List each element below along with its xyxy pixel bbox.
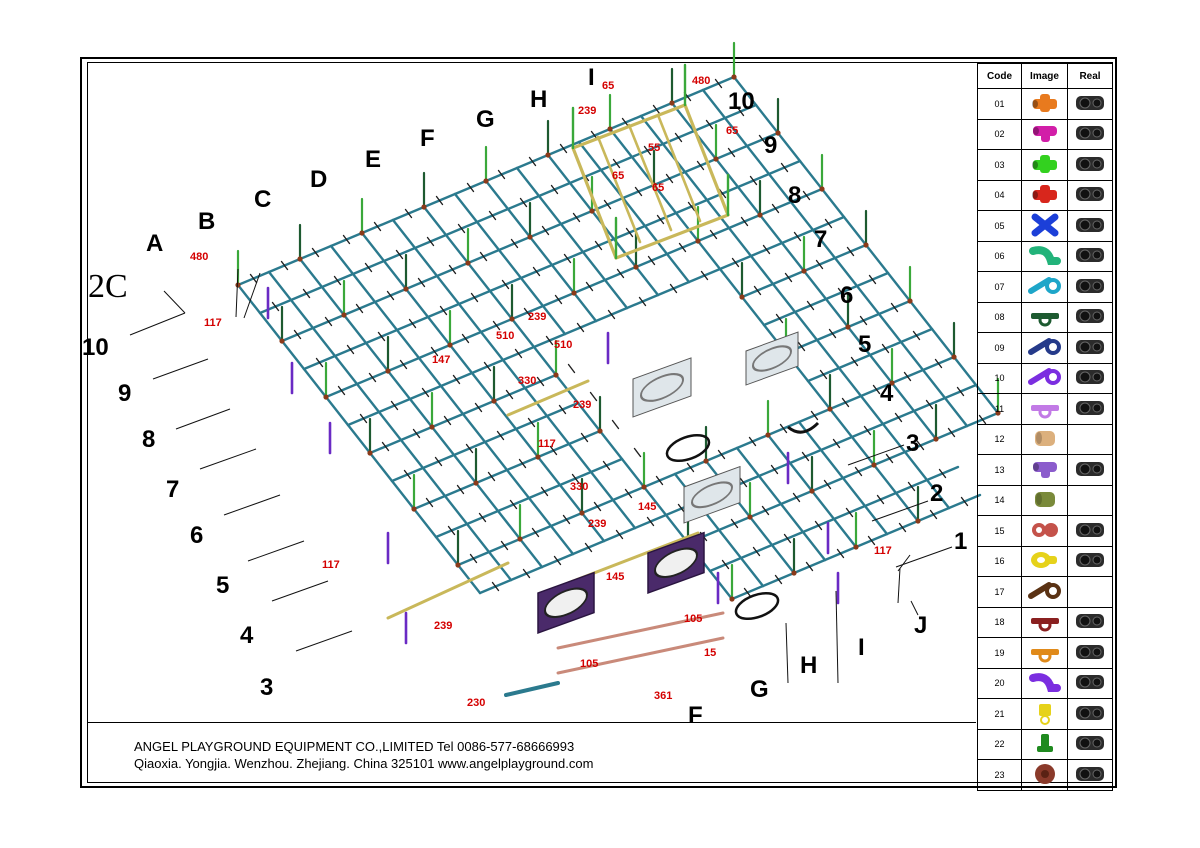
dimension-label: 65 (612, 170, 625, 182)
bracket-icon (1027, 731, 1063, 755)
swivel-fitting-icon (1027, 548, 1063, 572)
column-label-top: E (365, 146, 382, 173)
row-label-right: 9 (764, 132, 778, 159)
row-label-right: 10 (728, 88, 755, 115)
legend-real-cell (1068, 150, 1113, 181)
legend-row (978, 760, 1113, 791)
dimension-label: 55 (648, 142, 661, 154)
legend-image-cell (1022, 119, 1068, 150)
legend-code: 12 (978, 424, 1022, 455)
legend-real-cell (1068, 638, 1113, 669)
legend-row (978, 668, 1113, 699)
legend-code: 11 (978, 394, 1022, 425)
legend-row (978, 89, 1113, 120)
real-photo-icon (1071, 762, 1109, 786)
legend-code: 14 (978, 485, 1022, 516)
row-label-right: 1 (954, 528, 968, 555)
legend-real-cell (1068, 485, 1113, 516)
row-label-right: 2 (930, 480, 944, 507)
dimension-label: 330 (570, 481, 589, 493)
legend-code: 06 (978, 241, 1022, 272)
double-clamp-icon (1027, 518, 1063, 542)
legend-real-cell (1068, 241, 1113, 272)
legend-image-cell (1022, 546, 1068, 577)
legend-real-cell (1068, 424, 1113, 455)
dimension-label: 65 (602, 80, 615, 92)
dimension-label: 510 (554, 339, 573, 351)
real-photo-icon (1071, 396, 1109, 420)
legend-row (978, 729, 1113, 760)
legend-code: 02 (978, 119, 1022, 150)
row-label-right: 8 (788, 182, 802, 209)
clamp-icon (1027, 274, 1063, 298)
real-photo-icon (1071, 670, 1109, 694)
legend-row (978, 699, 1113, 730)
fitting-legend (977, 63, 1112, 783)
sheet-number-label: 2C (88, 268, 128, 305)
real-photo-icon (1071, 609, 1109, 633)
legend-real-cell (1068, 516, 1113, 547)
row-label-right: 7 (814, 226, 828, 253)
legend-row (978, 302, 1113, 333)
assembly-drawing (82, 63, 976, 729)
column-label-top: B (198, 208, 216, 235)
legend-image-cell (1022, 333, 1068, 364)
legend-code: 03 (978, 150, 1022, 181)
row-label-left: 7 (166, 476, 180, 503)
legend-code: 04 (978, 180, 1022, 211)
legend-row (978, 516, 1113, 547)
flat-clamp-icon (1027, 609, 1063, 633)
cross-fitting-icon (1027, 91, 1063, 115)
legend-image-cell (1022, 272, 1068, 303)
dimension-label: 65 (726, 125, 739, 137)
legend-real-cell (1068, 760, 1113, 791)
dimension-label: 65 (652, 182, 665, 194)
column-label-top: H (530, 86, 548, 113)
row-label-right: 3 (906, 430, 920, 457)
title-block (88, 722, 976, 783)
dimension-label: 147 (432, 354, 451, 366)
legend-row (978, 455, 1113, 486)
dimension-label: 15 (704, 647, 717, 659)
dimension-label: 330 (518, 375, 537, 387)
row-label-left: 6 (190, 522, 204, 549)
legend-row (978, 180, 1113, 211)
tee-fitting-icon (1027, 457, 1063, 481)
legend-image-cell (1022, 516, 1068, 547)
legend-image-cell (1022, 241, 1068, 272)
legend-code: 19 (978, 638, 1022, 669)
cross-fitting-icon (1027, 152, 1063, 176)
real-photo-icon (1071, 731, 1109, 755)
legend-real-cell (1068, 272, 1113, 303)
legend-real-cell (1068, 89, 1113, 120)
column-label-top: G (476, 106, 495, 133)
legend-image-cell (1022, 424, 1068, 455)
legend-row (978, 638, 1113, 669)
dimension-label: 239 (573, 399, 592, 411)
legend-row (978, 363, 1113, 394)
column-label-top: A (146, 230, 164, 257)
legend-real-cell (1068, 546, 1113, 577)
legend-row (978, 394, 1113, 425)
dimension-label: 145 (606, 571, 625, 583)
tee-fitting-icon (1027, 121, 1063, 145)
column-label-bottom: G (750, 676, 769, 703)
dimension-label: 239 (434, 620, 453, 632)
elbow-fitting-icon (1027, 243, 1063, 267)
row-label-right: 6 (840, 282, 854, 309)
legend-real-cell (1068, 119, 1113, 150)
row-label-left: 4 (240, 622, 254, 649)
real-photo-icon (1071, 365, 1109, 389)
real-photo-icon (1071, 335, 1109, 359)
dimension-label: 105 (684, 613, 703, 625)
real-photo-icon (1071, 182, 1109, 206)
legend-image-cell (1022, 150, 1068, 181)
legend-header-real: Real (1068, 64, 1113, 89)
cross-fitting-icon (1027, 182, 1063, 206)
legend-real-cell (1068, 668, 1113, 699)
legend-image-cell (1022, 180, 1068, 211)
end-cap-icon (1027, 701, 1063, 725)
real-photo-icon (1071, 701, 1109, 725)
real-photo-icon (1071, 457, 1109, 481)
dimension-label: 105 (580, 658, 599, 670)
dimension-label: 117 (204, 317, 222, 329)
address-line: Qiaoxia. Yongjia. Wenzhou. Zhejiang. China 325101 www.angelplayground.com (134, 756, 594, 771)
legend-code: 15 (978, 516, 1022, 547)
legend-row (978, 485, 1113, 516)
legend-code: 20 (978, 668, 1022, 699)
real-photo-icon (1071, 274, 1109, 298)
sleeve-icon (1027, 487, 1063, 511)
column-label-top: C (254, 186, 272, 213)
legend-real-cell (1068, 699, 1113, 730)
clamp-icon (1027, 579, 1063, 603)
legend-image-cell (1022, 302, 1068, 333)
row-label-right: 5 (858, 331, 872, 358)
real-photo-icon (1071, 152, 1109, 176)
column-label-top: D (310, 166, 328, 193)
elbow-fitting-icon (1027, 670, 1063, 694)
legend-image-cell (1022, 668, 1068, 699)
legend-real-cell (1068, 729, 1113, 760)
legend-real-cell (1068, 607, 1113, 638)
legend-code: 22 (978, 729, 1022, 760)
legend-code: 01 (978, 89, 1022, 120)
dimension-label: 239 (528, 311, 547, 323)
row-label-right: 4 (880, 380, 894, 407)
dimension-label: 239 (578, 105, 597, 117)
dimension-label: 510 (496, 330, 515, 342)
row-label-left: 3 (260, 674, 274, 701)
real-photo-icon (1071, 518, 1109, 542)
legend-code: 17 (978, 577, 1022, 608)
legend-image-cell (1022, 485, 1068, 516)
dimension-label: 361 (654, 690, 673, 702)
dimension-label: 480 (190, 251, 209, 263)
legend-code: 09 (978, 333, 1022, 364)
legend-code: 23 (978, 760, 1022, 791)
row-label-left: 9 (118, 380, 132, 407)
legend-code: 13 (978, 455, 1022, 486)
legend-header-code: Code (978, 64, 1022, 89)
four-way-fitting-icon (1027, 213, 1063, 237)
legend-row (978, 241, 1113, 272)
legend-code: 05 (978, 211, 1022, 242)
legend-row (978, 211, 1113, 242)
legend-image-cell (1022, 394, 1068, 425)
dimension-label: 480 (692, 75, 711, 87)
legend-real-cell (1068, 211, 1113, 242)
row-label-left: 5 (216, 572, 230, 599)
column-label-bottom: J (914, 612, 928, 639)
sleeve-icon (1027, 426, 1063, 450)
legend-image-cell (1022, 455, 1068, 486)
column-label-bottom: I (858, 634, 865, 661)
real-photo-icon (1071, 213, 1109, 237)
legend-image-cell (1022, 638, 1068, 669)
legend-code: 07 (978, 272, 1022, 303)
legend-code: 21 (978, 699, 1022, 730)
legend-code: 16 (978, 546, 1022, 577)
row-label-left: 10 (82, 334, 109, 361)
legend-real-cell (1068, 577, 1113, 608)
company-line: ANGEL PLAYGROUND EQUIPMENT CO.,LIMITED Tel 0086-577-68666993 (134, 739, 575, 754)
legend-real-cell (1068, 333, 1113, 364)
dimension-label: 117 (322, 559, 340, 571)
column-label-top: I (588, 64, 595, 91)
legend-image-cell (1022, 699, 1068, 730)
real-photo-icon (1071, 548, 1109, 572)
real-photo-icon (1071, 121, 1109, 145)
dimension-label: 117 (538, 438, 556, 450)
legend-real-cell (1068, 455, 1113, 486)
column-label-top: F (420, 125, 435, 152)
legend-code: 18 (978, 607, 1022, 638)
legend-row (978, 150, 1113, 181)
flat-clamp-icon (1027, 640, 1063, 664)
real-photo-icon (1071, 304, 1109, 328)
legend-image-cell (1022, 760, 1068, 791)
legend-image-cell (1022, 211, 1068, 242)
legend-real-cell (1068, 394, 1113, 425)
clamp-icon (1027, 365, 1063, 389)
flat-clamp-icon (1027, 396, 1063, 420)
real-photo-icon (1071, 91, 1109, 115)
dimension-label: 239 (588, 518, 607, 530)
legend-row (978, 272, 1113, 303)
legend-image-cell (1022, 607, 1068, 638)
legend-row (978, 119, 1113, 150)
column-label-bottom: F (688, 702, 703, 729)
legend-code: 08 (978, 302, 1022, 333)
clamp-icon (1027, 335, 1063, 359)
legend-image-cell (1022, 89, 1068, 120)
legend-image-cell (1022, 729, 1068, 760)
dimension-label: 145 (638, 501, 657, 513)
base-plate-icon (1027, 762, 1063, 786)
row-label-left: 8 (142, 426, 156, 453)
legend-real-cell (1068, 302, 1113, 333)
legend-row (978, 546, 1113, 577)
legend-code: 10 (978, 363, 1022, 394)
legend-row (978, 333, 1113, 364)
legend-row (978, 607, 1113, 638)
legend-header-image: Image (1022, 64, 1068, 89)
dimension-label: 117 (874, 545, 892, 557)
legend-real-cell (1068, 180, 1113, 211)
legend-row (978, 424, 1113, 455)
legend-real-cell (1068, 363, 1113, 394)
real-photo-icon (1071, 640, 1109, 664)
legend-image-cell (1022, 577, 1068, 608)
legend-row (978, 577, 1113, 608)
legend-image-cell (1022, 363, 1068, 394)
real-photo-icon (1071, 243, 1109, 267)
dimension-label: 230 (467, 697, 486, 709)
flat-clamp-icon (1027, 304, 1063, 328)
column-label-bottom: H (800, 652, 818, 679)
